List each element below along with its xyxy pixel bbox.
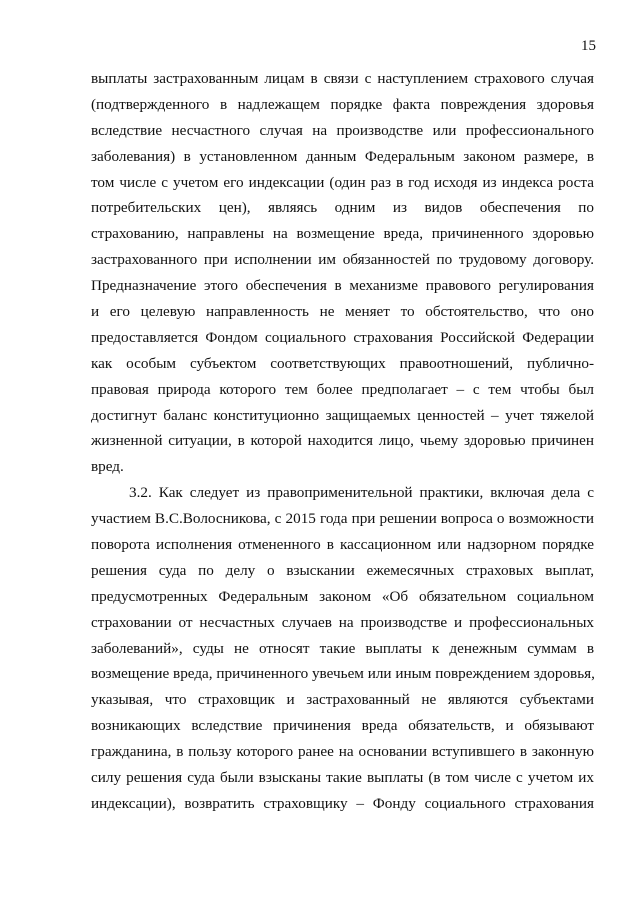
text-line: возникающих вследствие причинения вреда обязательств, и обязывают: [91, 717, 594, 735]
text-line: указывая, что страховщик и застрахованный не являются субъектами: [91, 691, 594, 709]
text-line: как особым субъектом соответствующих правоотношений, публично-: [91, 354, 594, 372]
document-body: [91, 66, 594, 817]
paragraph-2: [91, 480, 594, 817]
text-line: решения суда по делу о взыскании ежемесячных страховых выплат,: [91, 561, 594, 579]
text-line: (подтвержденного в надлежащем порядке факта повреждения здоровья: [91, 95, 594, 113]
text-line: силу решения суда были взысканы такие выплаты (в том числе с учетом их: [91, 769, 594, 787]
text-line: предоставляется Фондом социального страхования Российской Федерации: [91, 328, 594, 346]
text-line: потребительских цен), являясь одним из видов обеспечения по: [91, 199, 594, 217]
text-line: участием В.С.Волосникова, с 2015 года при решении вопроса о возможности: [91, 510, 594, 528]
page-number: 15: [581, 38, 596, 54]
text-line: вред.: [91, 458, 124, 476]
text-line: заболеваний», суды не относят такие выплаты к денежным суммам в: [91, 639, 594, 657]
text-line: выплаты застрахованным лицам в связи с наступлением страхового случая: [91, 70, 594, 87]
text-line: заболевания) в установленном данным Федеральным законом размере, в: [91, 147, 594, 165]
text-line: правовая природа которого тем более предполагает – с тем чтобы был: [91, 380, 594, 398]
text-line: 3.2. Как следует из правоприменительной практики, включая дела с: [129, 484, 594, 502]
text-line: возмещение вреда, причиненного увечьем или иным повреждением здоровья,: [91, 665, 595, 683]
text-line: поворота исполнения отмененного в кассационном или надзорном порядке: [91, 536, 594, 554]
text-line: гражданина, в пользу которого ранее на основании вступившего в законную: [91, 743, 594, 761]
paragraph-1: [91, 66, 594, 480]
text-line: вследствие несчастного случая на производстве или профессионального: [91, 121, 594, 139]
text-line: страхованию, направлены на возмещение вреда, причиненного здоровью: [91, 225, 594, 243]
text-line: Предназначение этого обеспечения в механизме правового регулирования: [91, 277, 594, 295]
text-line: и его целевую направленность не меняет то обстоятельство, что оно: [91, 303, 594, 321]
text-line: том числе с учетом его индексации (один раз в год исходя из индекса роста: [91, 173, 594, 191]
text-line: жизненной ситуации, в которой находится лицо, чьему здоровью причинен: [91, 432, 594, 450]
text-line: застрахованного при исполнении им обязанностей по трудовому договору.: [91, 251, 594, 269]
text-line: достигнут баланс конституционно защищаемых ценностей – учет тяжелой: [91, 406, 594, 424]
text-line: страховании от несчастных случаев на производстве и профессиональных: [91, 613, 594, 631]
text-line: индексации), возвратить страховщику – Фонду социального страхования: [91, 794, 594, 812]
text-line: предусмотренных Федеральным законом «Об обязательном социальном: [91, 587, 594, 605]
